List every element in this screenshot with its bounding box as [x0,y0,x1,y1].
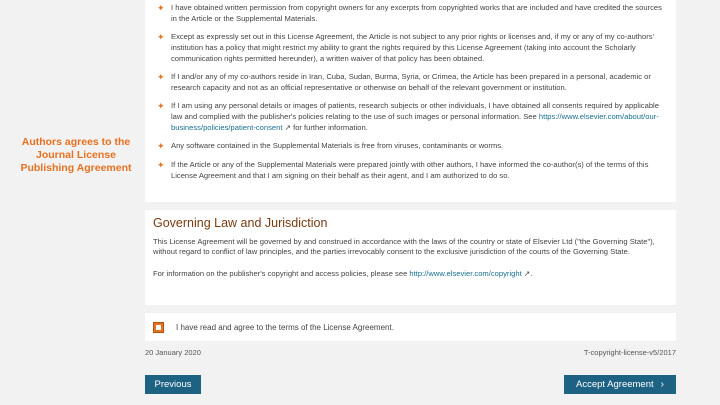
bullet-icon: ✦ [157,32,165,42]
term-text-suffix: for further information. [293,123,368,132]
term-text: If the Article or any of the Supplemental Materials were prepared jointly with other authors, I have informed the co-author(s) of the terms of this License Agreement and that I am signing on their behalf as their agent, and I am authorized to do so. [171,160,649,180]
copyright-info-prefix: For information on the publisher's copyright and access policies, please see [153,269,408,278]
term-text-body: If I am using any personal details or images of patients, research subjects or other individuals, I have obtained all consents required by applicable law and complied with the publisher's policies relating to the use of such images or personal information. See [171,101,659,121]
copyright-link[interactable]: http://www.elsevier.com/copyright [409,269,522,278]
term-text [171,100,666,133]
external-link-icon: ↗ [523,269,531,278]
terms-list-card [145,0,676,202]
list-item [157,159,666,181]
copyright-info-paragraph [153,269,666,279]
term-text: I have obtained written permission from copyright owners for any excerpts from copyrighted works that are included and have credited the sources in the Article or the Supplemental Materials. [171,3,662,23]
agreement-date: 20 January 2020 [145,348,201,357]
list-item [157,2,666,24]
patient-consent-link[interactable]: https://www.elsevier.com/about/our-business/policies/patient-consent [171,112,659,132]
bullet-icon: ✦ [157,3,165,13]
governing-law-card [145,210,676,305]
section-title: Governing Law and Jurisdiction [153,216,328,230]
term-text: Except as expressly set out in this License Agreement, the Article is not subject to any prior rights or licenses and, if my or any of my co-authors' institution has a policy that might restrict my ability to grant the rights required by this License Agreement (taking into account the Scholarly communication rights permitted hereunder), a written waiver of that policy has been obtained. [171,32,655,63]
chevron-right-icon: › [660,379,664,390]
bullet-icon: ✦ [157,160,165,170]
list-item [157,140,666,152]
accept-button-label: Accept Agreement [576,379,654,390]
previous-button-label: Previous [154,379,192,390]
bullet-icon: ✦ [157,141,165,151]
list-item [157,100,666,133]
bullet-icon: ✦ [157,101,165,111]
agreement-card [145,313,676,341]
list-item [157,31,666,64]
previous-button[interactable] [145,375,201,394]
term-text: Any software contained in the Supplemental Materials is free from viruses, contaminants or worms. [171,141,504,150]
governing-law-paragraph: This License Agreement will be governed by and construed in accordance with the laws of the country or state of Elsevier Ltd ("the Governing State"), without regard to conflict of law principles, and the parties irrevocably consent to the exclusive jurisdiction of the courts of the Governing State. [153,237,655,256]
accept-agreement-button[interactable] [564,375,676,394]
external-link-icon: ↗ [284,123,291,132]
callout-annotation: Authors agrees to the Journal License Publishing Agreement [20,136,132,174]
license-version: T-copyright-license-v5/2017 [583,348,676,357]
bullet-icon: ✦ [157,72,165,82]
copyright-info-suffix: . [530,269,533,278]
agree-checkbox[interactable] [153,322,164,333]
term-text: If I and/or any of my co-authors reside in Iran, Cuba, Sudan, Burma, Syria, or Crimea, the Article has been prepared in a personal, academic or research capacity and not as an official representative or otherwise on behalf of the relevant government or institution. [171,72,651,92]
list-item [157,71,666,93]
agree-label: I have read and agree to the terms of the License Agreement. [176,322,394,332]
